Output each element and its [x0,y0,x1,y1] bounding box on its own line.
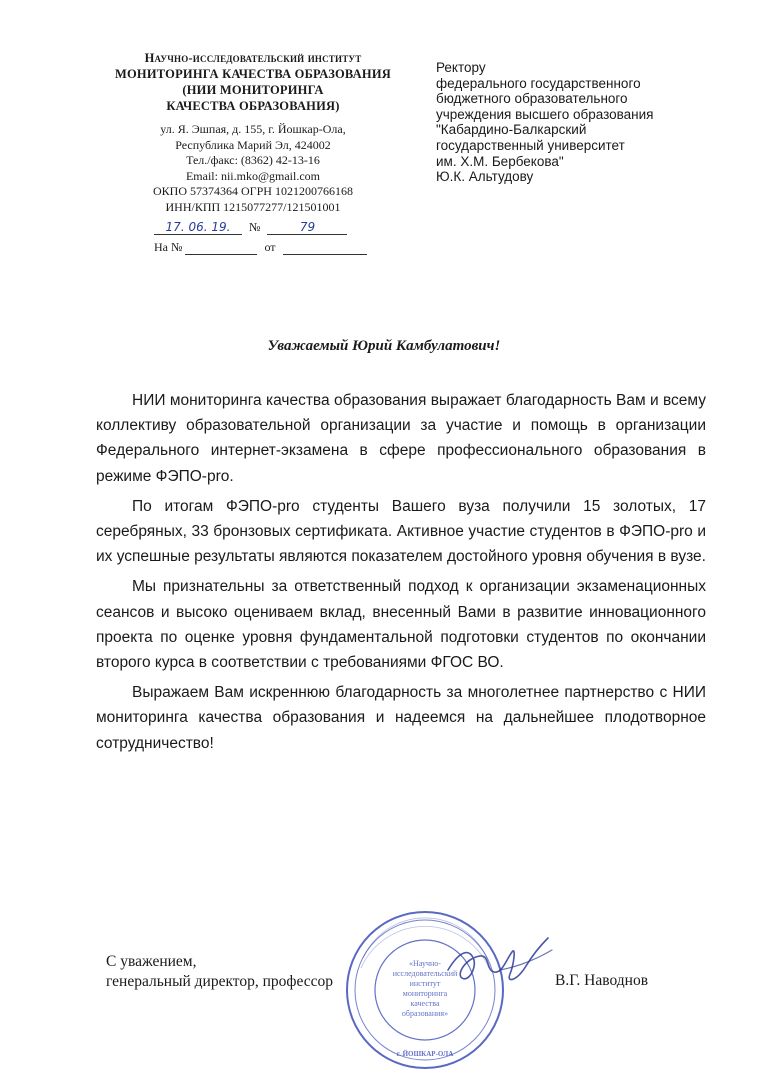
org-name-line: Научно-исследовательский институт [144,51,362,65]
org-name-line: МОНИТОРИНГА КАЧЕСТВА ОБРАЗОВАНИЯ [115,67,391,81]
salutation: Уважаемый Юрий Камбулатович! [267,338,501,354]
document-number: 79 [299,220,316,234]
from-field [283,240,367,255]
org-name-line: КАЧЕСТВА ОБРАЗОВАНИЯ) [166,99,340,113]
stamp-text: институт [409,979,441,988]
number-label: № [249,220,261,234]
recipient-line: бюджетного образовательного [436,91,628,107]
stamp-text: «Научно- [409,959,441,968]
body-paragraph: НИИ мониторинга качества образования выражает благодарность Вам и всему коллективу образовательной организации за участие и помощь в организации Федерального интернет-экзамена в сфере профессионального образования в режиме ФЭПО-pro. [96,392,706,485]
org-name-line: (НИИ МОНИТОРИНГА [182,83,324,97]
org-phone: Тел./факс: (8362) 42-13-16 [186,153,320,167]
org-okpo: ОКПО 57374364 ОГРН 1021200766168 [153,184,353,198]
recipient-line: Ю.К. Альтудову [436,169,534,185]
recipient-line: учреждения высшего образования [436,106,654,122]
signer-name: В.Г. Наводнов [555,972,649,989]
signoff-closing: С уважением, [106,953,197,970]
stamp-text: исследовательский [392,969,458,978]
stamp-text: качества [410,999,440,1008]
recipient-line: "Кабардино-Балкарский [436,122,587,138]
signoff-block [106,952,333,992]
org-address-line: Республика Марий Эл, 424002 [175,137,331,152]
body-paragraph: Выражаем Вам искреннюю благодарность за многолетнее партнерство с НИИ мониторинга качества образования и надеемся на дальнейшее плодотворное сотрудничество! [96,684,706,752]
outgoing-number-line [154,220,347,235]
stamp-text: образования» [401,1009,449,1018]
recipient-line: им. Х.М. Бербекова" [436,153,564,169]
date-field [154,220,242,235]
org-inn: ИНН/КПП 1215077277/121501001 [165,199,341,214]
org-email: Email: nii.mko@gmail.com [185,168,321,183]
recipient-block [436,60,736,185]
org-letterhead [108,50,398,215]
signoff-position: генеральный директор, профессор [106,973,333,990]
org-address-line: ул. Я. Эшпая, д. 155, г. Йошкар-Ола, [160,122,346,136]
letter-body [96,388,706,756]
body-paragraph: Мы признательны за ответственный подход к организации экзаменационных сеансов и высоко оцениваем вклад, внесенный Вами в развитие инновационного проекта по оценке уровня фундаментальной подготовки студентов по окончании второго курса в соответствии с требованиями ФГОС ВО. [96,578,706,672]
ref-field [185,240,257,255]
recipient-line: государственный университет [436,137,625,153]
document-date: 17. 06. 19. [165,220,231,234]
stamp-text: мониторинга [402,989,448,998]
number-field [267,220,347,235]
from-label: от [264,240,276,254]
reference-number-line [154,240,367,255]
stamp-bottom-text: г. ЙОШКАР-ОЛА [396,1050,454,1058]
recipient-line: Ректору [436,60,486,75]
signature-image [440,930,560,1000]
recipient-line: федерального государственного [436,75,641,91]
ref-label: На № [154,240,183,254]
org-details [108,122,398,215]
body-paragraph: По итогам ФЭПО-pro студенты Вашего вуза получили 15 золотых, 17 серебряных, 33 бронзовых сертификата. Активное участие студентов в ФЭПО-pro и их успешные результаты являются показателем достойного уровня обучения в вузе. [96,497,706,566]
